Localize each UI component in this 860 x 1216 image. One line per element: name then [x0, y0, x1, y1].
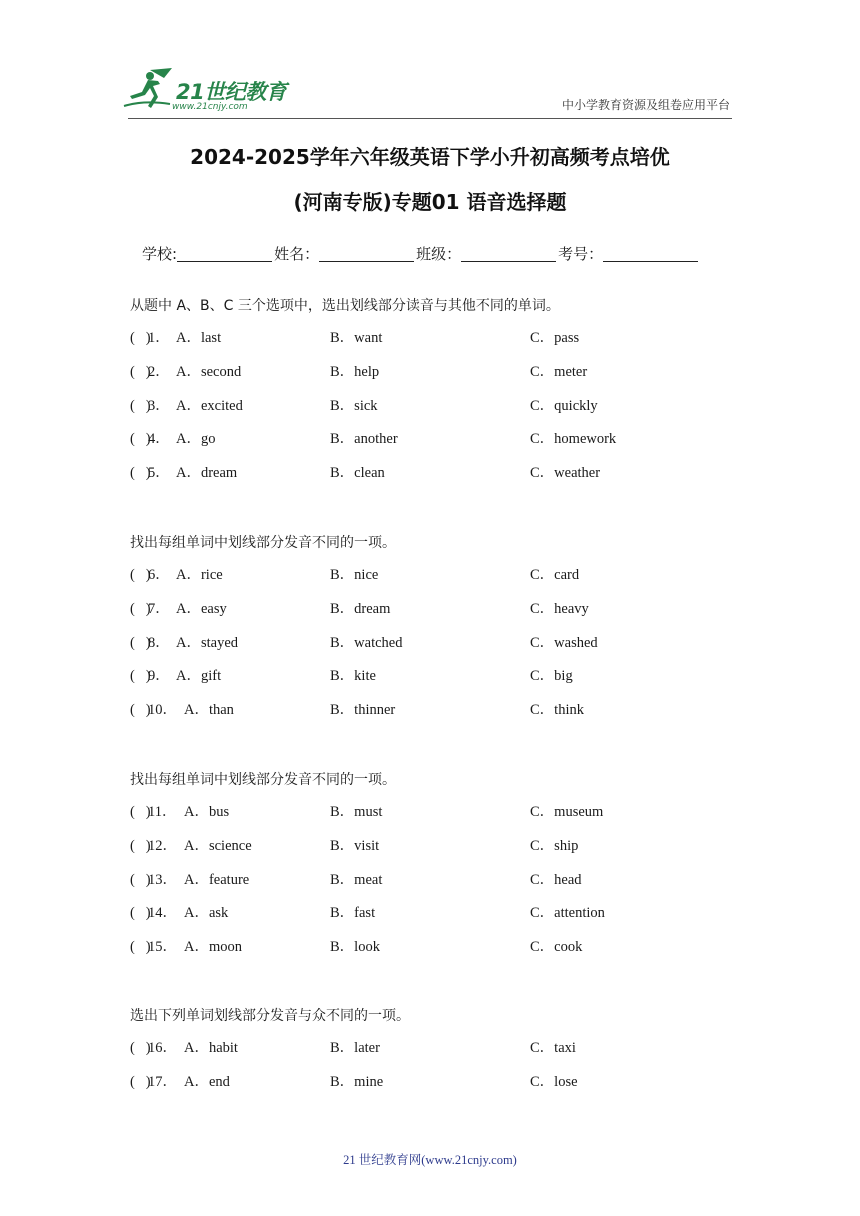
answer-blank[interactable]: ( )	[130, 1040, 151, 1056]
question-number: 7．	[148, 600, 170, 617]
option-b[interactable]: B．meat	[330, 871, 383, 888]
option-b[interactable]: B．fast	[330, 905, 376, 922]
option-c[interactable]: C．attention	[530, 905, 605, 922]
section-instruction: 从题中 A、B、C 三个选项中，选出划线部分读音与其他不同的单词。	[130, 298, 560, 314]
question-number: 12．	[148, 837, 177, 854]
question-row	[130, 836, 750, 870]
answer-blank[interactable]: ( )	[130, 668, 151, 685]
question-number: 15．	[148, 939, 177, 956]
question-row	[130, 870, 750, 904]
question-number: 9．	[148, 668, 170, 685]
option-b[interactable]: B．sick	[330, 397, 378, 414]
exam-number-blank[interactable]	[603, 243, 698, 262]
question-number: 14．	[148, 905, 177, 922]
option-a[interactable]: A．science	[184, 837, 252, 854]
option-a[interactable]: A．bus	[184, 804, 230, 820]
question-number: 4．	[148, 431, 170, 448]
answer-blank[interactable]: ( )	[130, 702, 151, 719]
question-number: 10．	[148, 702, 177, 719]
option-a[interactable]: A．stayed	[176, 634, 239, 651]
question-number: 8．	[148, 634, 170, 651]
answer-blank[interactable]: ( )	[130, 330, 151, 346]
option-b[interactable]: B．another	[330, 431, 398, 448]
platform-text: 中小学教育资源及组卷应用平台	[561, 98, 730, 112]
option-a[interactable]: A．end	[184, 1073, 230, 1090]
question-row	[130, 565, 750, 599]
question-number: 17．	[148, 1073, 177, 1090]
question-number: 6．	[148, 567, 170, 583]
option-a[interactable]: A．last	[176, 330, 222, 346]
exam-number-label: 考号：	[558, 245, 604, 263]
question-section	[130, 770, 750, 971]
option-b[interactable]: B．look	[330, 939, 380, 956]
option-c[interactable]: C．cook	[530, 939, 583, 956]
question-row	[130, 700, 750, 734]
page-subtitle: (河南专版)专题01 语音选择题	[293, 190, 567, 214]
school-blank[interactable]	[177, 243, 272, 262]
name-blank[interactable]	[319, 243, 414, 262]
option-c[interactable]: C．quickly	[530, 397, 598, 414]
name-label: 姓名：	[274, 245, 320, 263]
question-section	[130, 1006, 750, 1106]
option-c[interactable]: C．homework	[530, 431, 617, 448]
option-c[interactable]: C．heavy	[530, 600, 589, 617]
school-label: 学校:	[142, 245, 178, 263]
answer-blank[interactable]: ( )	[130, 363, 151, 380]
answer-blank[interactable]: ( )	[130, 465, 151, 482]
option-a[interactable]: A．moon	[184, 939, 242, 956]
option-b[interactable]: B．later	[330, 1040, 380, 1056]
footer: 21 世纪教育网(www.21cnjy.com)	[343, 1153, 517, 1167]
logo-url: www.21cnjy.com	[172, 102, 248, 112]
question-row	[130, 463, 750, 497]
answer-blank[interactable]: ( )	[130, 567, 151, 583]
question-row	[130, 328, 750, 362]
page-title: 2024-2025学年六年级英语下学小升初高频考点培优	[190, 145, 670, 169]
question-number: 1．	[148, 330, 170, 346]
option-c[interactable]: C．think	[530, 702, 584, 719]
option-a[interactable]: A．feature	[184, 871, 250, 888]
option-c[interactable]: C．head	[530, 871, 582, 888]
option-a[interactable]: A．habit	[184, 1040, 238, 1056]
option-b[interactable]: B．watched	[330, 634, 403, 651]
option-b[interactable]: B．kite	[330, 668, 376, 685]
question-number: 13．	[148, 871, 177, 888]
question-section	[130, 296, 750, 497]
option-b[interactable]: B．must	[330, 804, 383, 820]
option-b[interactable]: B．nice	[330, 567, 379, 583]
option-b[interactable]: B．mine	[330, 1073, 384, 1090]
answer-blank[interactable]: ( )	[130, 600, 151, 617]
option-a[interactable]: A．gift	[176, 668, 222, 685]
option-c[interactable]: C．big	[530, 668, 573, 685]
student-info	[142, 243, 700, 264]
option-c[interactable]: C．ship	[530, 837, 579, 854]
question-number: 16．	[148, 1040, 177, 1056]
option-c[interactable]: C．weather	[530, 465, 601, 482]
question-row	[130, 633, 750, 667]
answer-blank[interactable]: ( )	[130, 634, 151, 651]
answer-blank[interactable]: ( )	[130, 871, 151, 888]
option-c[interactable]: C．card	[530, 567, 580, 583]
question-number: 3．	[148, 397, 170, 414]
answer-blank[interactable]: ( )	[130, 1073, 151, 1090]
answer-blank[interactable]: ( )	[130, 804, 151, 820]
question-number: 11．	[148, 804, 177, 820]
class-label: 班级：	[416, 245, 462, 263]
answer-blank[interactable]: ( )	[130, 905, 151, 922]
question-row	[130, 937, 750, 971]
runner-logo-icon	[120, 66, 180, 112]
option-c[interactable]: C．museum	[530, 804, 604, 820]
question-section	[130, 533, 750, 734]
option-a[interactable]: A．easy	[176, 600, 227, 617]
option-b[interactable]: B．want	[330, 330, 383, 346]
question-row	[130, 1038, 750, 1072]
header-divider	[128, 118, 732, 119]
answer-blank[interactable]: ( )	[130, 939, 151, 956]
question-number: 2．	[148, 363, 170, 380]
option-b[interactable]: B．clean	[330, 465, 385, 482]
logo-text: 21世纪教育	[176, 80, 287, 104]
question-number: 5．	[148, 465, 170, 482]
answer-blank[interactable]: ( )	[130, 431, 151, 448]
logo	[120, 66, 295, 116]
option-b[interactable]: B．help	[330, 363, 380, 380]
section-instruction: 找出每组单词中划线部分发音不同的一项。	[130, 772, 396, 788]
question-row	[130, 362, 750, 396]
section-instruction: 找出每组单词中划线部分发音不同的一项。	[130, 535, 396, 551]
section-instruction: 选出下列单词划线部分发音与众不同的一项。	[130, 1008, 410, 1024]
question-row	[130, 666, 750, 700]
option-a[interactable]: A．than	[184, 702, 234, 719]
option-a[interactable]: A．go	[176, 431, 216, 448]
option-a[interactable]: A．second	[176, 363, 242, 380]
option-a[interactable]: A．dream	[176, 465, 238, 482]
class-blank[interactable]	[461, 243, 556, 262]
option-c[interactable]: C．lose	[530, 1073, 578, 1090]
option-a[interactable]: A．ask	[184, 905, 229, 922]
option-c[interactable]: C．washed	[530, 634, 598, 651]
option-b[interactable]: B．visit	[330, 837, 380, 854]
question-row	[130, 802, 750, 836]
answer-blank[interactable]: ( )	[130, 837, 151, 854]
question-row	[130, 903, 750, 937]
option-c[interactable]: C．meter	[530, 363, 588, 380]
question-row	[130, 429, 750, 463]
option-c[interactable]: C．taxi	[530, 1040, 576, 1056]
option-b[interactable]: B．thinner	[330, 702, 396, 719]
question-row	[130, 599, 750, 633]
page-header	[0, 0, 860, 120]
option-a[interactable]: A．rice	[176, 567, 223, 583]
question-row	[130, 1072, 750, 1106]
option-b[interactable]: B．dream	[330, 600, 391, 617]
option-a[interactable]: A．excited	[176, 397, 243, 414]
option-c[interactable]: C．pass	[530, 330, 580, 346]
answer-blank[interactable]: ( )	[130, 397, 151, 414]
question-row	[130, 396, 750, 430]
